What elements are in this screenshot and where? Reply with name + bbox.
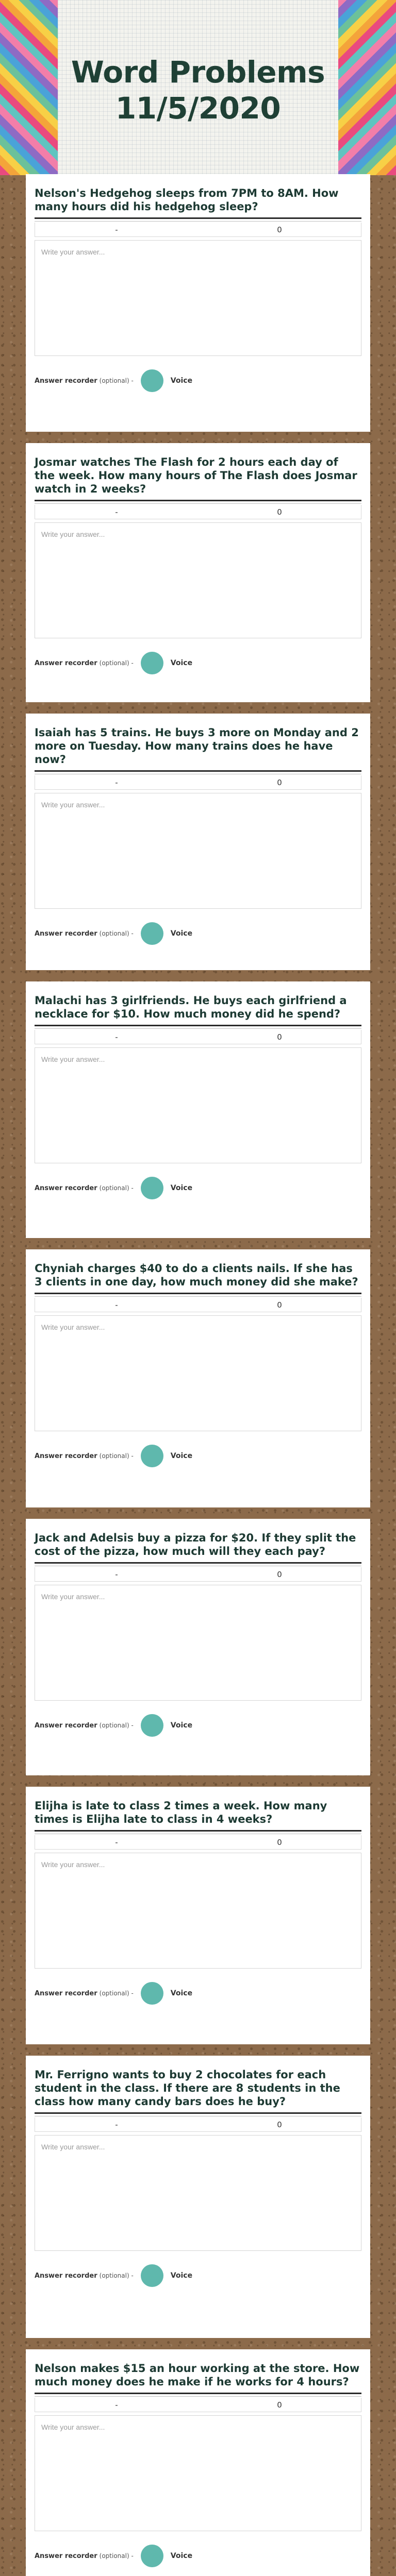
question-text: Jack and Adelsis buy a pizza for $20. If they split the cost of the pizza, how much will they each pay? <box>35 1532 356 1557</box>
recorder-optional-label: (optional) - <box>99 1990 134 1997</box>
calculation-row[interactable] <box>35 775 361 790</box>
voice-record-button[interactable] <box>141 652 163 674</box>
microphone-icon <box>150 659 155 667</box>
divider <box>35 1830 361 1832</box>
question-card <box>26 174 370 432</box>
recorder-label: Answer recorder <box>35 1184 97 1192</box>
zero-label: 0 <box>277 777 282 787</box>
microphone-icon <box>150 377 155 385</box>
recorder-label: Answer recorder <box>35 1721 97 1730</box>
divider <box>35 221 361 222</box>
minus-label: - <box>115 777 118 787</box>
calculation-row[interactable] <box>35 223 361 237</box>
calculation-row[interactable] <box>35 1835 361 1850</box>
microphone-icon <box>150 1989 155 1997</box>
minus-label: - <box>115 1569 118 1579</box>
divider <box>35 1296 361 1297</box>
recorder-optional-label: (optional) - <box>99 1722 134 1729</box>
recorder-optional-label: (optional) - <box>99 2552 134 2560</box>
answer-textarea[interactable]: Write your answer... <box>35 1585 361 1701</box>
recorder-label: Answer recorder <box>35 929 97 938</box>
title-line-1: Word Problems <box>71 55 325 90</box>
voice-label: Voice <box>170 2552 193 2560</box>
recorder-optional-label: (optional) - <box>99 1184 134 1192</box>
question-text: Nelson makes $15 an hour working at the store. How much money does he make if he works for 4 hours? <box>35 2362 360 2388</box>
calculation-row[interactable] <box>35 1567 361 1582</box>
question-text: Nelson's Hedgehog sleeps from 7PM to 8AM. How many hours did his hedgehog sleep? <box>35 187 339 213</box>
zero-label: 0 <box>277 2400 282 2410</box>
answer-textarea[interactable]: Write your answer... <box>35 793 361 909</box>
microphone-icon <box>150 1452 155 1460</box>
recorder-label: Answer recorder <box>35 1989 97 1997</box>
question-card <box>26 981 370 1238</box>
question-text: Chyniah charges $40 to do a clients nails. If she has 3 clients in one day, how much money did she make? <box>35 1262 358 1288</box>
zero-label: 0 <box>277 2120 282 2129</box>
voice-label: Voice <box>170 377 193 385</box>
voice-label: Voice <box>170 1452 193 1460</box>
zero-label: 0 <box>277 1837 282 1847</box>
answer-textarea[interactable]: Write your answer... <box>35 522 361 638</box>
answer-textarea[interactable]: Write your answer... <box>35 1047 361 1163</box>
question-text: Malachi has 3 girlfriends. He buys each girlfriend a necklace for $10. How much money did he spend? <box>35 994 347 1020</box>
page-title <box>58 54 338 126</box>
recorder-optional-label: (optional) - <box>99 930 134 937</box>
voice-label: Voice <box>170 2272 193 2280</box>
recorder-label: Answer recorder <box>35 2552 97 2560</box>
minus-label: - <box>115 2120 118 2129</box>
calculation-row[interactable] <box>35 505 361 519</box>
microphone-icon <box>150 2272 155 2280</box>
answer-recorder <box>35 652 361 674</box>
question-text: Josmar watches The Flash for 2 hours each day of the week. How many hours of The Flash does Josmar watch in 2 weeks? <box>35 456 357 495</box>
left-stripe-decoration <box>0 0 58 175</box>
question-card <box>26 1519 370 1775</box>
recorder-label: Answer recorder <box>35 377 97 385</box>
recorder-optional-label: (optional) - <box>99 659 134 667</box>
divider <box>35 1025 361 1026</box>
recorder-label: Answer recorder <box>35 659 97 667</box>
microphone-icon <box>150 1721 155 1730</box>
voice-record-button[interactable] <box>141 1982 163 2005</box>
voice-record-button[interactable] <box>141 922 163 945</box>
calculation-row[interactable] <box>35 2117 361 2132</box>
question-text: Isaiah has 5 trains. He buys 3 more on Monday and 2 more on Tuesday. How many trains does he have now? <box>35 726 359 766</box>
zero-label: 0 <box>277 225 282 234</box>
zero-label: 0 <box>277 507 282 517</box>
divider <box>35 217 361 219</box>
answer-recorder <box>35 1177 361 1199</box>
voice-label: Voice <box>170 1184 193 1192</box>
calculation-row[interactable] <box>35 1298 361 1312</box>
answer-recorder <box>35 922 361 945</box>
minus-label: - <box>115 2400 118 2410</box>
zero-label: 0 <box>277 1300 282 1310</box>
microphone-icon <box>150 1184 155 1192</box>
minus-label: - <box>115 1837 118 1847</box>
question-card <box>26 2056 370 2338</box>
minus-label: - <box>115 1032 118 1042</box>
right-stripe-decoration <box>338 0 396 175</box>
calculation-row[interactable] <box>35 2398 361 2412</box>
voice-label: Voice <box>170 929 193 938</box>
voice-record-button[interactable] <box>141 1177 163 1199</box>
question-card <box>26 1787 370 2044</box>
recorder-optional-label: (optional) - <box>99 377 134 384</box>
divider <box>35 1028 361 1029</box>
divider <box>35 503 361 504</box>
calculation-row[interactable] <box>35 1030 361 1044</box>
question-text: Elijha is late to class 2 times a week. How many times is Elijha late to class in 4 weeks? <box>35 1800 327 1825</box>
voice-record-button[interactable] <box>141 1714 163 1737</box>
recorder-label: Answer recorder <box>35 2272 97 2280</box>
zero-label: 0 <box>277 1569 282 1579</box>
answer-textarea[interactable]: Write your answer... <box>35 240 361 356</box>
divider <box>35 1562 361 1564</box>
voice-record-button[interactable] <box>141 1445 163 1467</box>
divider <box>35 770 361 772</box>
minus-label: - <box>115 507 118 517</box>
answer-recorder <box>35 2264 361 2287</box>
answer-textarea[interactable]: Write your answer... <box>35 2415 361 2531</box>
voice-label: Voice <box>170 1989 193 1997</box>
answer-textarea[interactable]: Write your answer... <box>35 1853 361 1969</box>
zero-label: 0 <box>277 1032 282 1042</box>
answer-textarea[interactable]: Write your answer... <box>35 2135 361 2251</box>
answer-recorder <box>35 369 361 392</box>
minus-label: - <box>115 225 118 234</box>
question-card <box>26 443 370 702</box>
voice-record-button[interactable] <box>141 369 163 392</box>
answer-recorder <box>35 1714 361 1737</box>
question-card <box>26 714 370 970</box>
voice-label: Voice <box>170 1721 193 1730</box>
recorder-label: Answer recorder <box>35 1452 97 1460</box>
answer-recorder <box>35 1445 361 1467</box>
title-line-2: 11/5/2020 <box>115 91 281 126</box>
answer-textarea[interactable]: Write your answer... <box>35 1315 361 1431</box>
divider <box>35 500 361 501</box>
question-card <box>26 1249 370 1507</box>
divider <box>35 2396 361 2397</box>
divider <box>35 2393 361 2394</box>
minus-label: - <box>115 1300 118 1310</box>
question-text: Mr. Ferrigno wants to buy 2 chocolates for each student in the class. If there are 8 students in the class how many candy bars does he buy? <box>35 2069 340 2108</box>
voice-label: Voice <box>170 659 193 667</box>
answer-recorder <box>35 1982 361 2005</box>
answer-recorder <box>35 2545 361 2567</box>
divider <box>35 2112 361 2114</box>
divider <box>35 1293 361 1294</box>
header-banner <box>0 0 396 175</box>
recorder-optional-label: (optional) - <box>99 1452 134 1460</box>
microphone-icon <box>150 929 155 938</box>
microphone-icon <box>150 2552 155 2560</box>
voice-record-button[interactable] <box>141 2264 163 2287</box>
recorder-optional-label: (optional) - <box>99 2272 134 2279</box>
question-card <box>26 2349 370 2576</box>
voice-record-button[interactable] <box>141 2545 163 2567</box>
